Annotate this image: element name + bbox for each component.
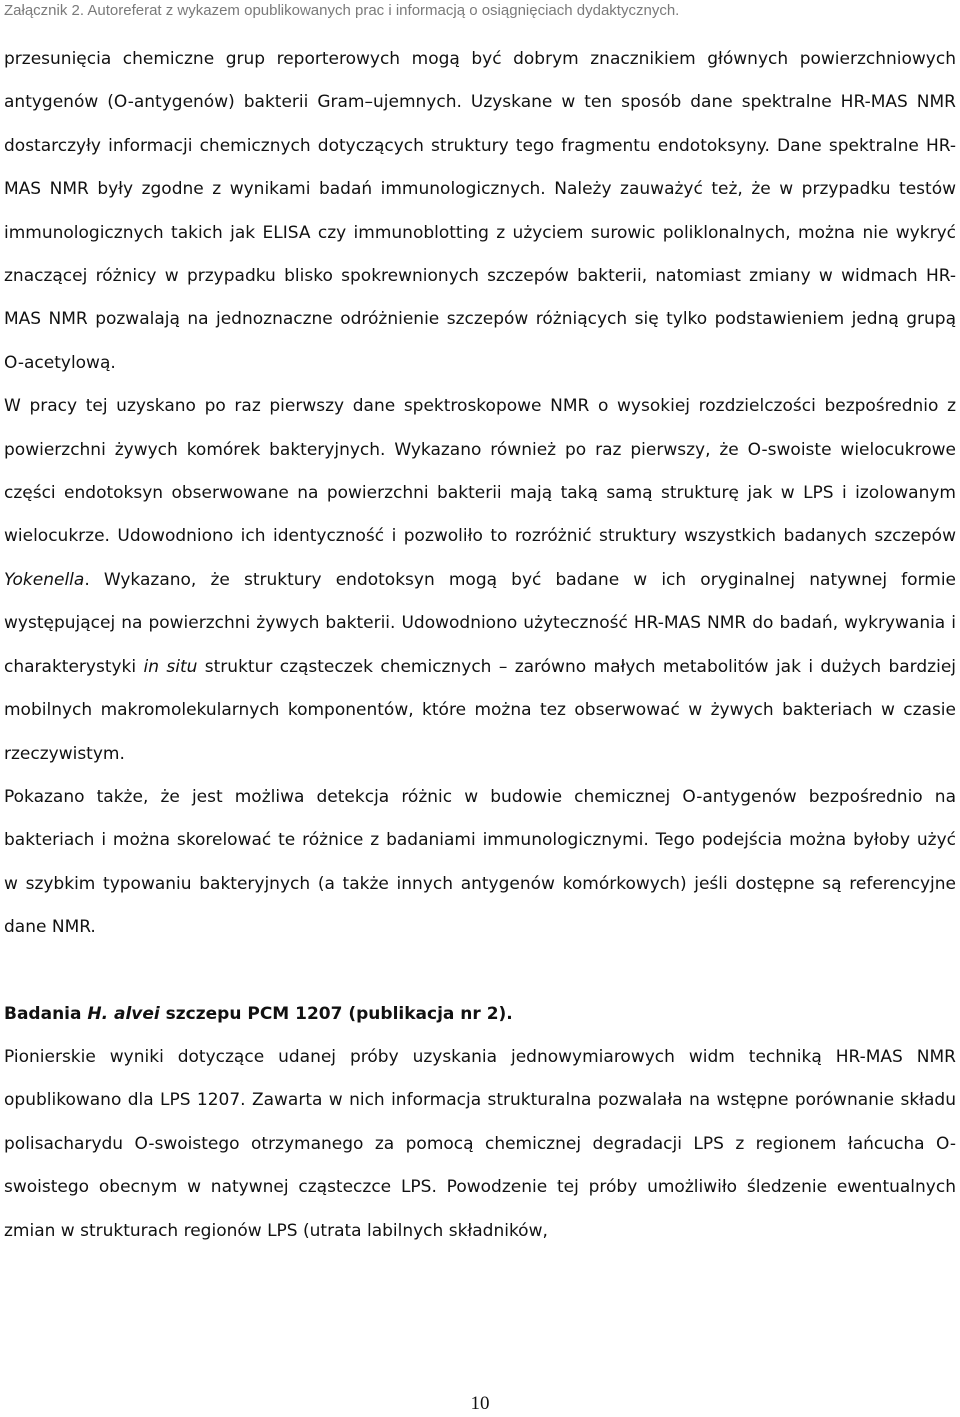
heading-text: Badania (4, 1003, 88, 1024)
paragraph-2 (4, 385, 956, 776)
text-run: Pionierskie wyniki dotyczące udanej próby uzyskania jednowymiarowych widm techniką HR-MAS NMR opublikowano dla LPS 1207. Zawarta w nich informacja strukturalna pozwalała na wstępne porównanie składu polisacharydu O-swoistego otrzymanego za pomocą chemicznej degradacji LPS z regionem łańcucha O-swoistego obecnym w natywnej cząsteczce LPS. Powodzenie tej próby umożliwiło śledzenie ewentualnych zmian w strukturach regionów LPS (utrata labilnych składników, (4, 1046, 956, 1241)
heading-text: szczepu PCM 1207 (publikacja nr 2). (159, 1003, 513, 1024)
paragraph-1 (4, 38, 956, 385)
heading-species: H. alvei (87, 1003, 160, 1024)
species-name: Yokenella (4, 569, 85, 590)
latin-term: in situ (143, 656, 198, 677)
paragraph-4 (4, 1036, 956, 1253)
text-run: . Wykazano, że struktury endotoksyn mogą być badane w ich oryginalnej natywnej formie występującej na powierzchni żywych bakterii. Udowodniono użyteczność HR-MAS NMR do badań, wykrywania i charakterystyki (4, 569, 956, 677)
text-run: Pokazano także, że jest możliwa detekcja różnic w budowie chemicznej O-antygenów bezpośrednio na bakteriach i można skorelować te różnice z badaniami immunologicznymi. Tego podejścia można byłoby użyć w szybkim typowaniu bakteryjnych (a także innych antygenów komórkowych) jeśli dostępne są referencyjne dane NMR. (4, 786, 956, 938)
text-run: struktur cząsteczek chemicznych – zarówno małych metabolitów jak i dużych bardziej mobilnych makromolekularnych komponentów, które można tez obserwować w żywych bakteriach w czasie rzeczywistym. (4, 656, 956, 764)
text-run: W pracy tej uzyskano po raz pierwszy dane spektroskopowe NMR o wysokiej rozdzielczości bezpośrednio z powierzchni żywych komórek bakteryjnych. Wykazano również po raz pierwszy, że O-swoiste wielocukrowe części endotoksyn obserwowane na powierzchni bakterii mają taką samą strukturę jak w LPS i izolowanym wielocukrze. Udowodniono ich identyczność i pozwoliło to rozróżnić struktury wszystkich badanych szczepów (4, 396, 956, 547)
text-run: przesunięcia chemiczne grup reporterowych mogą być dobrym znacznikiem głównych powierzchniowych antygenów (O-antygenów) bakterii Gram–ujemnych. Uzyskane w ten sposób dane spektralne HR-MAS NMR dostarczyły informacji chemicznych dotyczących struktury tego fragmentu endotoksyny. Dane spektralne HR-MAS NMR były zgodne z wynikami badań immunologicznych. Należy zauważyć też, że w przypadku testów immunologicznych takich jak ELISA czy immunoblotting z użyciem surowic poliklonalnych, można nie wykryć znaczącej różnicy w przypadku blisko spokrewnionych szczepów bakterii, natomiast zmiany w widmach HR-MAS NMR pozwalają na jednoznaczne odróżnienie szczepów różniących się tylko podstawieniem jedną grupą O-acetylową. (4, 49, 956, 373)
page-number: 10 (470, 1393, 490, 1414)
paragraph-3 (4, 776, 956, 950)
section-heading (4, 993, 956, 1036)
page-header: Załącznik 2. Autoreferat z wykazem opublikowanych prac i informacją o osiągnięciach dydaktycznych. (4, 2, 680, 19)
document-body (4, 38, 956, 1253)
